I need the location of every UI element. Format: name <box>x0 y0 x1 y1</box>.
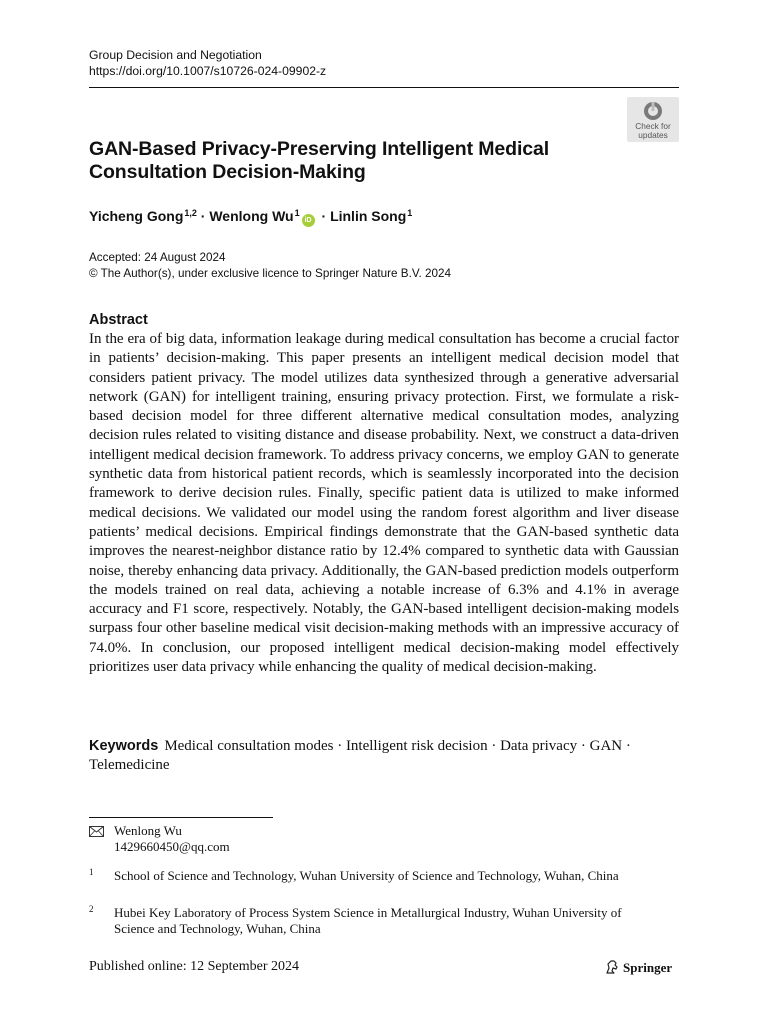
abstract-text: In the era of big data, information leakage during medical consultation has become a crucial factor in patients’ decision-making. This paper presents an intelligent medical decision model that considers patient privacy. The model utilizes data synthesized through a generative adversarial network (GAN) for intelligent training, ensuring privacy protection. First, we formulate a risk-based decision model for three different alternative medical consultation modes, analyzing decision rules related to visiting distance and disease probability. Next, we construct a data-driven intelligent medical decision framework. To address privacy concerns, we employ GAN to generate synthetic data from historical patient records, which is seamlessly incorporated into the decision framework to derive decision rules. Finally, specific patient data is utilized to make informed medical decisions. We validated our model using the random forest algorithm and liver disease patients’ medical decisions. Empirical findings demonstrate that the GAN-based synthetic data improves the nearest-neighbor distance ratio by 12.4% compared to synthetic data with Gaussian noise, thereby enhancing data privacy. Additionally, the GAN-based prediction models outperform the models trained on real data, achieving a notable increase of 6.3% and 4.1% in average accuracy and F1 score, respectively. Notably, the GAN-based intelligent decision-making models surpass four other baseline medical visit decision-making methods with an impressive accuracy of 74.0%. In conclusion, our proposed intelligent medical decision-making model effectively prioritizes user data privacy while enhancing the quality of medical decision-making. <box>89 331 679 676</box>
accepted-date: Accepted: 24 August 2024 <box>89 251 226 264</box>
header-rule <box>89 87 679 88</box>
corresponding-author: Wenlong Wu <box>114 823 182 838</box>
keywords-block <box>89 737 679 776</box>
crossmark-icon <box>643 101 663 121</box>
abstract-heading: Abstract <box>89 312 148 328</box>
published-online-date: Published online: 12 September 2024 <box>89 959 299 974</box>
correspondence <box>114 823 230 855</box>
author-affiliation-mark: 1,2 <box>184 208 197 218</box>
keywords-text: Medical consultation modes · Intelligent risk decision · Data privacy · GAN · Telemedicine <box>89 738 631 774</box>
author-affiliation-mark: 1 <box>294 208 300 218</box>
journal-name: Group Decision and Negotiation <box>89 48 262 62</box>
publication-dates <box>89 250 451 281</box>
keywords-label: Keywords <box>89 738 159 754</box>
author-name[interactable]: Wenlong Wu <box>209 208 294 224</box>
check-for-updates-badge[interactable] <box>627 97 679 142</box>
author-separator: · <box>196 208 210 224</box>
author-name[interactable]: Linlin Song <box>330 208 407 224</box>
orcid-icon[interactable]: iD <box>302 214 315 227</box>
crossmark-label-1: Check for <box>635 121 671 131</box>
paper-title: GAN-Based Privacy-Preserving Intelligent Medical Consultation Decision-Making <box>89 138 550 183</box>
affiliation: Hubei Key Laboratory of Process System Science in Metallurgical Industry, Wuhan University of Science and Technology, Wuhan, China <box>114 905 622 936</box>
crossmark-label-2: updates <box>638 130 668 140</box>
affiliation: School of Science and Technology, Wuhan University of Science and Technology, Wuhan, China <box>114 868 619 883</box>
journal-header <box>89 48 326 79</box>
author-separator: · <box>317 208 331 224</box>
affiliation-number: 1 <box>89 867 94 877</box>
author-affiliation-mark: 1 <box>407 208 413 218</box>
copyright-line: © The Author(s), under exclusive licence to Springer Nature B.V. 2024 <box>89 266 452 280</box>
corresponding-email[interactable]: 1429660450@qq.com <box>114 839 230 854</box>
author-name[interactable]: Yicheng Gong <box>89 208 184 224</box>
doi-link[interactable]: https://doi.org/10.1007/s10726-024-09902-z <box>89 63 327 78</box>
envelope-icon <box>89 826 104 837</box>
footnote-rule <box>89 817 273 818</box>
publisher-name: Springer <box>623 960 673 975</box>
affiliation-number: 2 <box>89 904 94 914</box>
publisher-logo <box>604 959 672 976</box>
author-list <box>89 208 412 227</box>
springer-horse-icon <box>604 959 620 975</box>
